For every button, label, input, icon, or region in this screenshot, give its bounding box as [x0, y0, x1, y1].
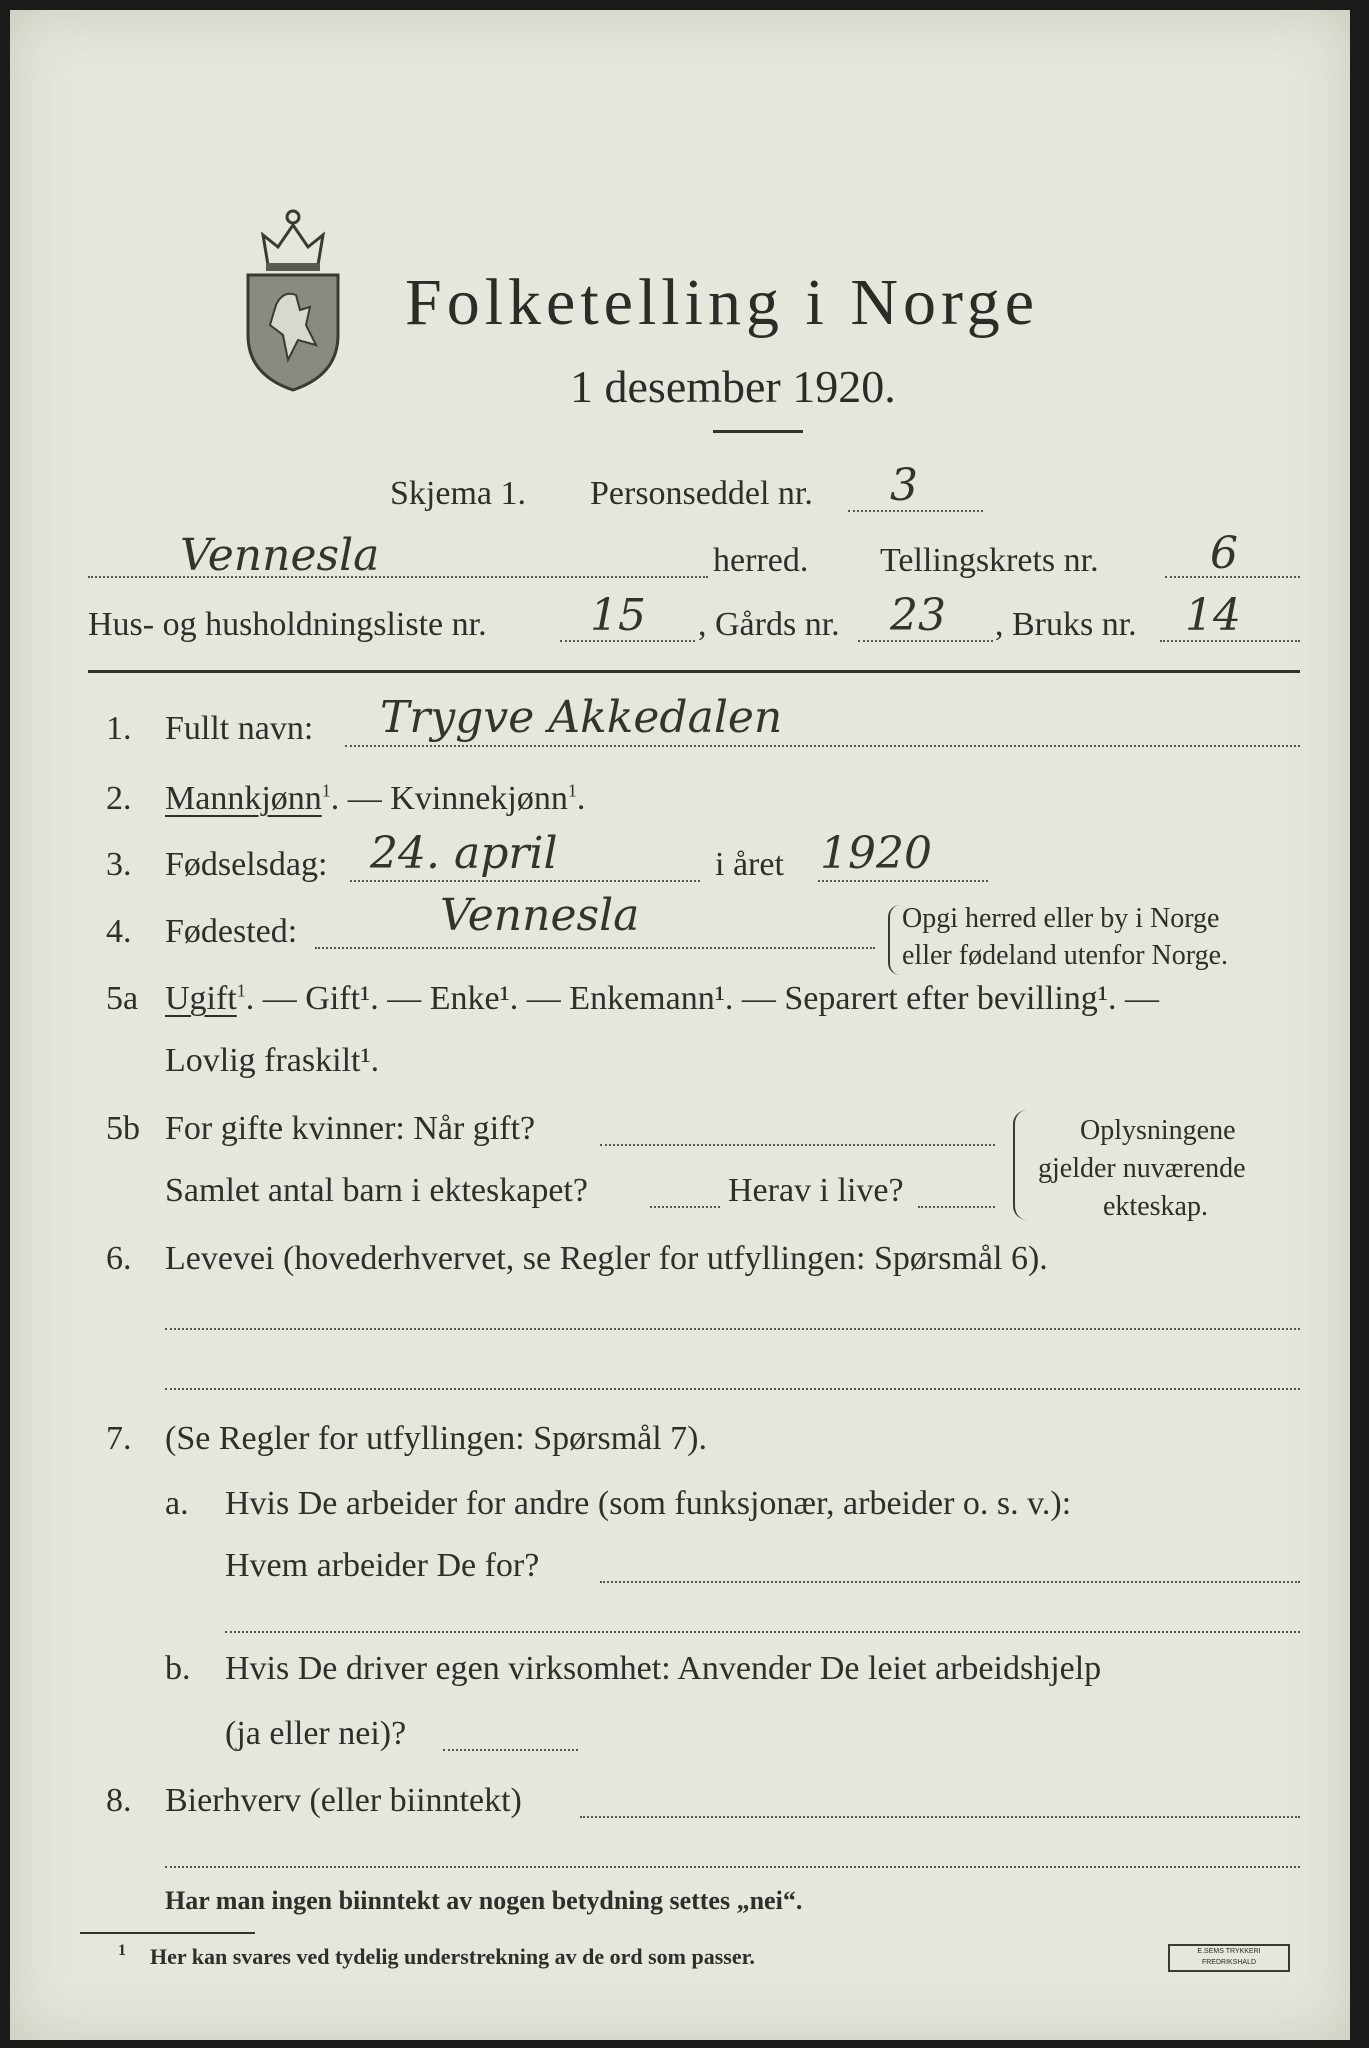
q8-line-1 — [580, 1816, 1300, 1818]
q5b-note-2: gjelder nuværende — [1038, 1153, 1246, 1184]
q5b-note-3: ekteskap. — [1103, 1191, 1208, 1222]
q4-label: Fødested: — [165, 913, 298, 950]
coat-of-arms-icon — [238, 195, 348, 395]
tellingskrets-label: Tellingskrets nr. — [880, 542, 1099, 579]
q5b-children-line — [650, 1206, 720, 1208]
q2-number: 2. — [106, 780, 132, 817]
birthday-value: 24. april — [370, 828, 558, 879]
q5b-number: 5b — [106, 1110, 140, 1147]
birth-year-value: 1920 — [820, 828, 932, 879]
q6-line-1 — [165, 1328, 1300, 1330]
q5b-line-2b: Herav i live? — [728, 1172, 904, 1209]
title-divider — [713, 430, 803, 433]
q4-line — [315, 947, 875, 949]
q5b-line-1: For gifte kvinner: Når gift? — [165, 1110, 536, 1147]
gards-value: 23 — [890, 590, 946, 641]
q4-note-1: Opgi herred eller by i Norge — [902, 903, 1220, 934]
q7a-text: Hvis De arbeider for andre (som funksjonær, arbeider o. s. v.): — [225, 1485, 1072, 1522]
q7b-number: b. — [165, 1650, 191, 1687]
q3-label: Fødselsdag: — [165, 846, 328, 883]
q8-label: Bierhverv (eller biinntekt) — [165, 1782, 522, 1819]
form-title: Folketelling i Norge — [405, 266, 1040, 339]
mannkjonn-option: Mannkjønn — [165, 780, 322, 817]
personseddel-value: 3 — [890, 460, 918, 511]
q7a-line-1 — [600, 1581, 1300, 1583]
printer-stamp: E.SEMS TRYKKERI FREDRIKSHALD — [1168, 1944, 1290, 1972]
schema-label: Skjema 1. — [390, 475, 526, 512]
herred-label: herred. — [713, 542, 809, 579]
q7-number: 7. — [106, 1420, 132, 1457]
q3-year-label: i året — [715, 846, 784, 883]
q5a-options: Ugift$^1$. — Gift¹. — Enke¹. — Enkemann¹. — Separert efter bevilling¹. — — [165, 980, 1159, 1017]
q7a-line-2 — [225, 1631, 1300, 1633]
q1-line — [345, 745, 1300, 747]
birthplace-value: Vennesla — [440, 890, 640, 941]
no-income-note: Har man ingen biinntekt av nogen betydning settes „nei“. — [165, 1886, 803, 1915]
q5b-line-2a: Samlet antal barn i ekteskapet? — [165, 1172, 588, 1209]
q6-label: Levevei (hovederhvervet, se Regler for utfyllingen: Spørsmål 6). — [165, 1240, 1048, 1277]
bruks-label: , Bruks nr. — [995, 606, 1137, 643]
q5b-brace — [1013, 1110, 1027, 1220]
q4-brace — [888, 905, 900, 975]
header-rule — [88, 670, 1300, 673]
personseddel-label: Personseddel nr. — [590, 475, 813, 512]
q5a-line-2: Lovlig fraskilt¹. — [165, 1042, 380, 1079]
gards-label: , Gårds nr. — [698, 606, 840, 643]
herred-value: Vennesla — [180, 530, 380, 581]
kvinnekjonn-option: Kvinnekjønn — [390, 780, 568, 817]
q5b-note-1: Oplysningene — [1080, 1115, 1236, 1146]
ugift-option: Ugift — [165, 980, 237, 1017]
q7b-question: (ja eller nei)? — [225, 1715, 407, 1752]
q8-line-2 — [165, 1866, 1300, 1868]
footnote-mark: 1 — [118, 1942, 126, 1959]
q7-label: (Se Regler for utfyllingen: Spørsmål 7). — [165, 1420, 708, 1457]
q7a-question: Hvem arbeider De for? — [225, 1547, 540, 1584]
q6-line-2 — [165, 1388, 1300, 1390]
hus-label: Hus- og husholdningsliste nr. — [88, 606, 487, 643]
q7a-number: a. — [165, 1485, 189, 1522]
q4-number: 4. — [106, 913, 132, 950]
footnote-text: Her kan svares ved tydelig understrekning av de ord som passer. — [150, 1944, 755, 1969]
q1-number: 1. — [106, 710, 132, 747]
q7b-text: Hvis De driver egen virksomhet: Anvender De leiet arbeidshjelp — [225, 1650, 1102, 1687]
full-name-value: Trygve Akkedalen — [380, 692, 783, 743]
q4-note-2: eller fødeland utenfor Norge. — [902, 940, 1229, 971]
tellingskrets-value: 6 — [1210, 528, 1238, 579]
q7b-line — [443, 1749, 578, 1751]
q8-number: 8. — [106, 1782, 132, 1819]
q6-number: 6. — [106, 1240, 132, 1277]
footnote-rule — [80, 1932, 255, 1934]
form-date: 1 desember 1920. — [570, 361, 896, 412]
q2-options: Mannkjønn$^1$. — Kvinnekjønn$^1$. — [165, 780, 586, 817]
census-form-sheet — [10, 10, 1350, 2040]
bruks-value: 14 — [1185, 590, 1241, 641]
q3-line — [350, 880, 700, 882]
q3-number: 3. — [106, 846, 132, 883]
q3-year-line — [818, 880, 988, 882]
q5a-number: 5a — [106, 980, 139, 1017]
q5b-alive-line — [918, 1206, 995, 1208]
hus-value: 15 — [590, 590, 646, 641]
q1-label: Fullt navn: — [165, 710, 314, 747]
q5b-married-line — [600, 1144, 995, 1146]
